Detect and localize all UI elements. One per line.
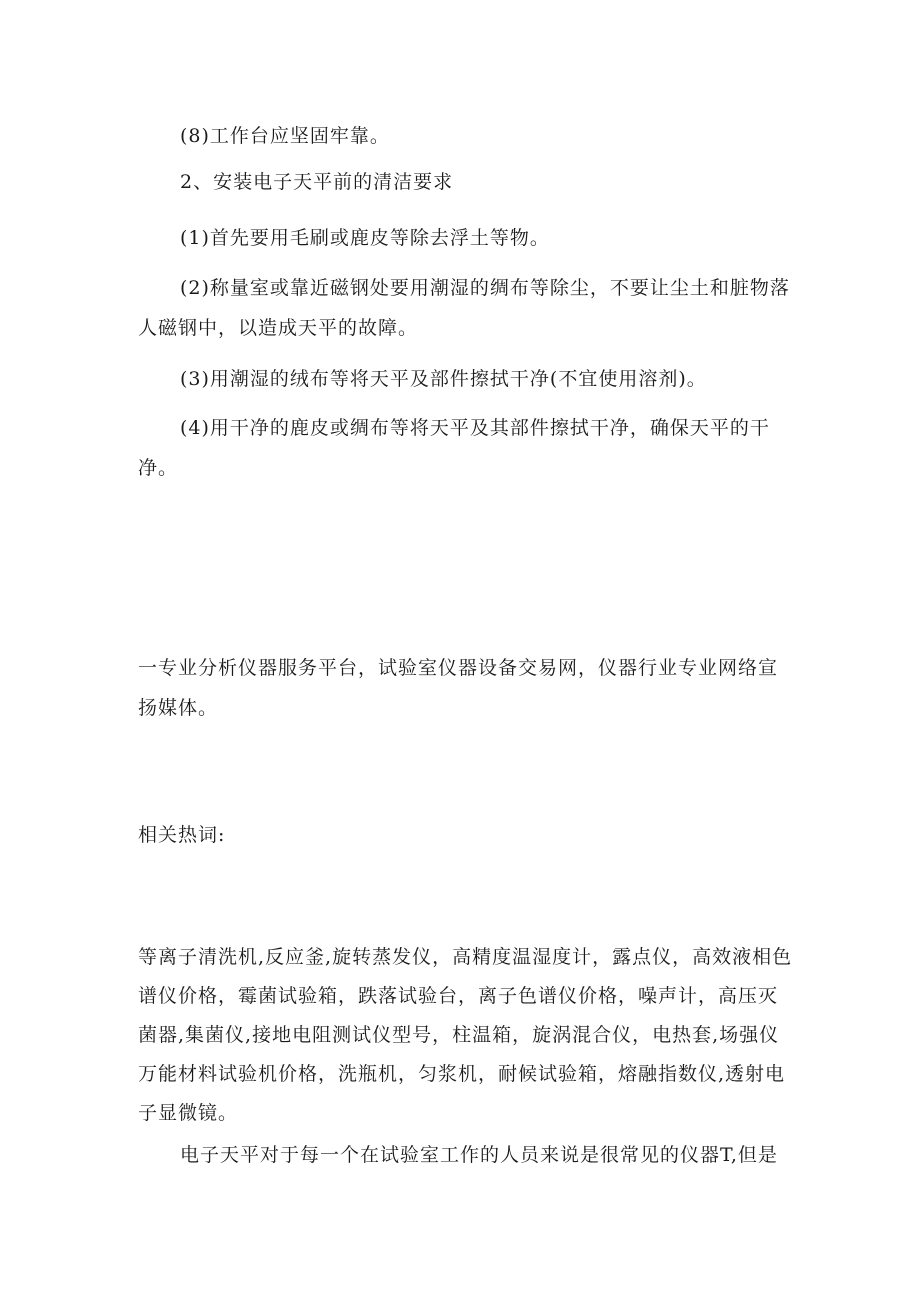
paragraph-cleaning-step-4: (4)用干净的鹿皮或绸布等将天平及其部件擦拭干净，确保天平的干净。	[138, 417, 770, 479]
paragraph-cleaning-step-1: (1)首先要用毛刷或鹿皮等除去浮土等物。	[180, 227, 550, 249]
platform-description: 一专业分析仪器服务平台，试验室仪器设备交易网，仪器行业专业网络宣扬媒体。	[138, 657, 779, 719]
section-heading-cleaning-requirements: 2、安装电子天平前的清洁要求	[180, 171, 454, 193]
paragraph-electronic-balance-intro: 电子天平对于每一个在试验室工作的人员来说是很常见的仪器T,但是	[180, 1144, 778, 1166]
related-keywords-list: 等离子清洗机,反应釜,旋转蒸发仪，高精度温湿度计，露点仪，高效液相色谱仪价格，霉菌试验箱，跌落试验台，离子色谱仪价格，噪声计，高压灭菌器,集菌仪,接地电阻测试仪型号，柱温箱，旋涡混合仪，电热套,场强仪万能材料试验机价格，洗瓶机，匀浆机，耐候试验箱，熔融指数仪,透射电子显微镜。	[138, 946, 793, 1124]
related-keywords-label: 相关热词:	[138, 824, 226, 846]
paragraph-cleaning-step-3: (3)用潮湿的绒布等将天平及部件擦拭干净(不宜使用溶剂)。	[180, 368, 707, 390]
paragraph-workbench-requirement: (8)工作台应坚固牢靠。	[180, 125, 390, 147]
paragraph-cleaning-step-2: (2)称量室或靠近磁钢处要用潮湿的绸布等除尘，不要让尘土和脏物落人磁钢中，以造成天平的故障。	[138, 277, 790, 339]
